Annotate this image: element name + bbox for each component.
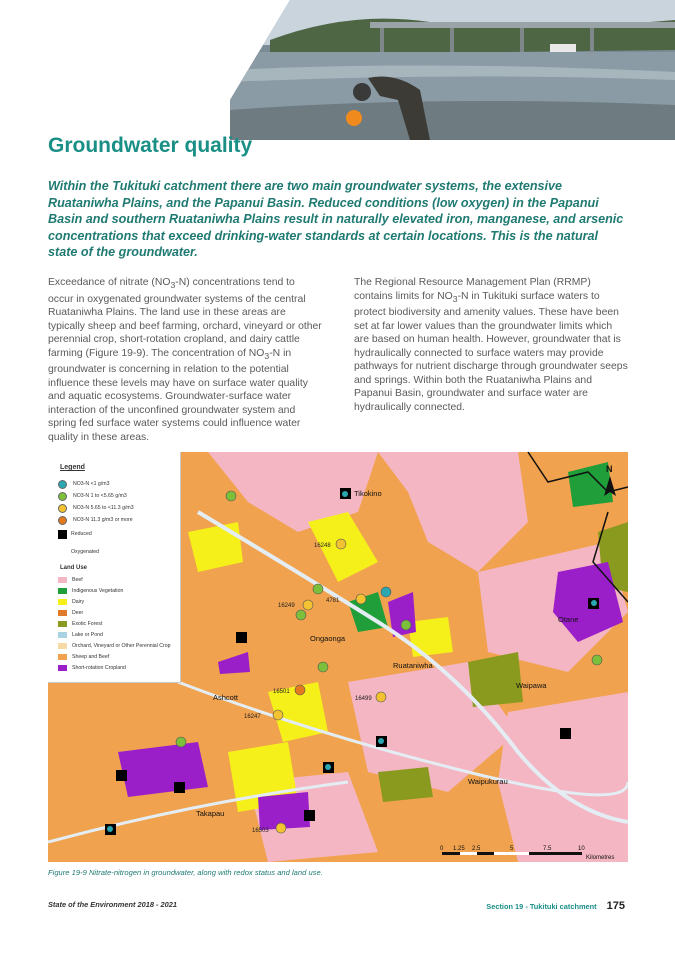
reduced-site-marker (560, 728, 571, 739)
legend-landuse-item: Sheep and Beef (58, 653, 109, 661)
page-title: Groundwater quality (48, 134, 253, 157)
legend-nitrate-item: NO3-N 5.65 to <11.3 g/m3 (58, 504, 134, 512)
reduced-site-marker (116, 770, 127, 781)
svg-text:10: 10 (578, 846, 585, 852)
site-id-label: 16247 (244, 714, 261, 720)
site-id-label: 16501 (273, 689, 290, 695)
legend-oxygenated-item: Oxygenated (71, 549, 99, 555)
town-label: Waipukurau (468, 777, 508, 786)
reduced-site-marker (236, 632, 247, 643)
legend-landuse-item: Exotic Forest (58, 620, 102, 628)
page-number: 175 (606, 900, 625, 912)
svg-text:5: 5 (510, 846, 514, 852)
svg-text:7.5: 7.5 (543, 846, 552, 852)
site-id-label: 16499 (355, 696, 372, 702)
town-label: Ongaonga (310, 634, 346, 643)
legend-landuse-item: Orchard, Vineyard or Other Perennial Crop (58, 642, 171, 650)
reduced-site-marker (174, 782, 185, 793)
town-label: Ashcott (213, 693, 239, 702)
intro-paragraph: Within the Tukituki catchment there are two main groundwater systems, the extensive Ruataniwha Plains, and the Papanui Basin. Reduced conditions (low oxygen) in the Papanui Basin and southern Ruataniwha Plains result in naturally elevated iron, manganese, and arsenic concentrations that exceed drinking-water standards at certain locations. This is the natural state of the groundwater. (48, 179, 624, 260)
body-column-left: Exceedance of nitrate $(NO_3-N)$ concentrations tend to occur in oxygenated groundwater systems of the central Ruataniwha Plains. The land use in these areas are typically sheep and beef farming, orchard, vineyard or other perennial crop, short-rotation cropland, and dairy cattle farming (Figure 19-9). The concentration of $NO_3-N$ in groundwater is concerning in relation to the potential influence these levels may have on surface water quality and aquatic ecosystems. Groundwater-surface water interaction of the unconfined groundwater system and spring fed surface water systems could influence water quality in these areas. (48, 277, 322, 443)
legend-landuse-item: Indigenous Vegetation (58, 587, 123, 595)
legend-landuse-title: Land Use (60, 565, 88, 571)
map-legend (48, 452, 181, 683)
svg-text:0: 0 (440, 846, 444, 852)
svg-text:1.25: 1.25 (453, 846, 465, 852)
legend-landuse-item: Deer (58, 609, 83, 617)
legend-nitrate-item: NO3-N <1 g/m3 (58, 480, 109, 488)
svg-text:2.5: 2.5 (472, 846, 481, 852)
legend-landuse-item: Short-rotation Cropland (58, 664, 126, 672)
footer-section (486, 900, 625, 912)
site-id-label: 16249 (278, 603, 295, 609)
legend-landuse-item: Dairy (58, 598, 84, 606)
site-id-label: 4781 (326, 598, 340, 604)
legend-reduced-item: Reduced (58, 530, 92, 538)
footer-publication: State of the Environment 2018 - 2021 (48, 900, 177, 909)
header-photo (230, 0, 675, 140)
site-id-label: 16503 (252, 828, 269, 834)
legend-title: Legend (60, 464, 85, 471)
town-label: Takapau (196, 809, 225, 818)
legend-nitrate-item: NO3-N 11.3 g/m3 or more (58, 516, 133, 524)
site-id-label: 16248 (314, 543, 331, 549)
legend-landuse-item: Beef (58, 576, 83, 584)
town-label: Otane (558, 615, 579, 624)
figure-caption: Figure 19-9 Nitrate-nitrogen in groundwater, along with redox status and land use. (48, 868, 323, 877)
legend-landuse-item: Lake or Pond (58, 631, 103, 639)
reduced-site-marker (304, 810, 315, 821)
svg-text:Kilometres: Kilometres (586, 855, 615, 861)
footer-section-label: Section 19 - Tukituki catchment (486, 901, 597, 911)
legend-nitrate-item: NO3-N 1 to <5.65 g/m3 (58, 492, 127, 500)
town-label: Waipawa (516, 681, 547, 690)
land-use-map (48, 452, 628, 862)
svg-text:N: N (606, 464, 613, 474)
town-label: Ruataniwha (393, 661, 433, 670)
town-label: Tikokino (354, 489, 382, 498)
body-column-right: The Regional Resource Management Plan (RRMP) contains limits for $NO_3-N$ in Tukituki surface waters to protect biodiversity and amenity values. These have been set at far lower values than the groundwater limits which are based on human health. However, groundwater that is hydraulically connected to surface waters may provide pathways for nutrient discharge through groundwater seeps and springs. Within both the Ruataniwha Plains and Papanui Basin, groundwater and surface water are hydraulically connected. (354, 277, 628, 413)
